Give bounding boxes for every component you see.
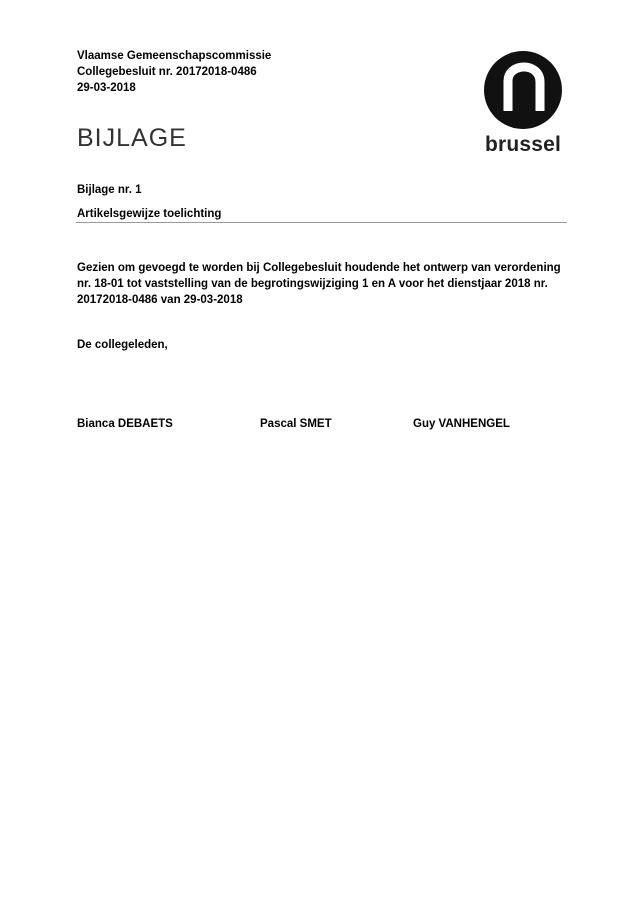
closing-line: De collegeleden, [77, 339, 168, 351]
organization-name: Vlaamse Gemeenschapscommissie [77, 50, 272, 62]
body-paragraph: Gezien om gevoegd te worden bij Collegebesluit houdende het ontwerp van verordening nr. 18-01 tot vaststelling van de begrotingswijziging 1 en A voor het dienstjaar 2018 nr. 20172018-0486 van 29-03-2018 [77, 262, 561, 306]
document-header [77, 48, 271, 96]
n-letter-logo-icon [484, 51, 562, 129]
annex-subtitle: Artikelsgewijze toelichting [77, 208, 222, 220]
signatory-1: Bianca DEBAETS [77, 418, 173, 430]
decision-date: 29-03-2018 [77, 82, 136, 94]
annex-number: Bijlage nr. 1 [77, 184, 142, 196]
logo-wordmark: brussel [484, 133, 562, 156]
signatory-3: Guy VANHENGEL [413, 418, 510, 430]
page-title: BIJLAGE [77, 124, 187, 152]
decision-number: Collegebesluit nr. 20172018-0486 [77, 66, 257, 78]
signatory-2: Pascal SMET [260, 418, 332, 430]
divider [76, 222, 567, 223]
